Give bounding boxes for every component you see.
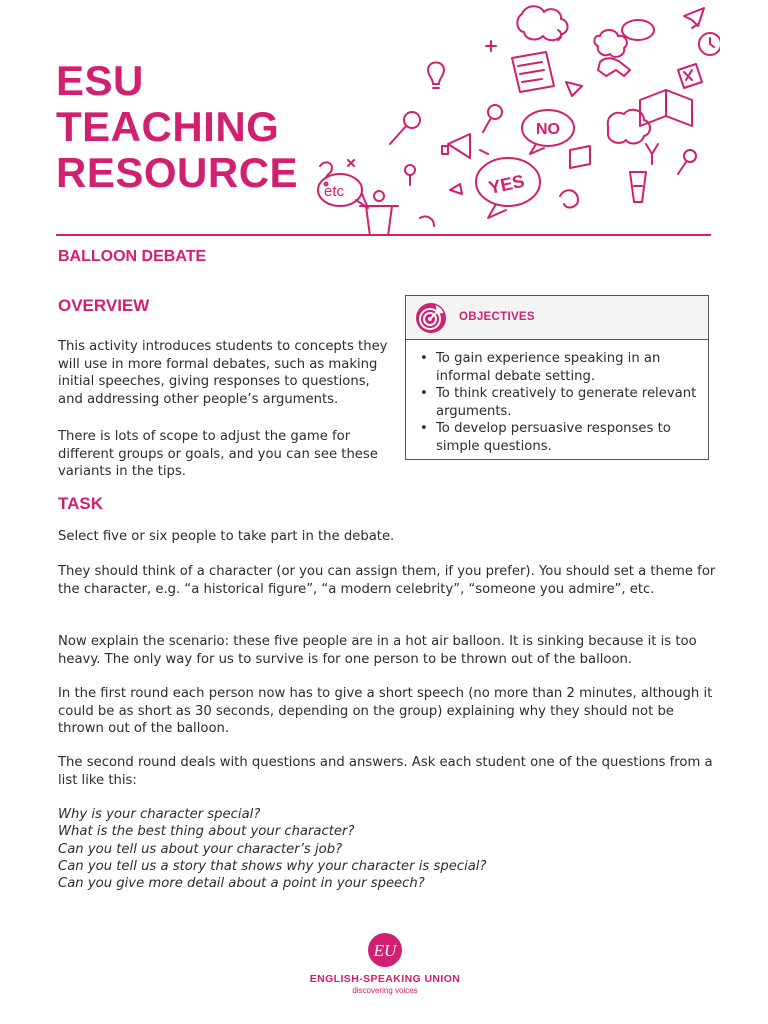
title-line-3: RESOURCE xyxy=(56,149,299,196)
debate-doodles-illustration xyxy=(300,0,720,236)
objectives-header xyxy=(406,296,708,340)
overview-paragraph: This activity introduces students to concepts they will use in more formal debates, such as making initial speeches, giving responses to questions, and addressing other people’s arguments. xyxy=(58,339,388,407)
task-paragraph: Select five or six people to take part in the debate. xyxy=(58,529,395,544)
overview-heading: OVERVIEW xyxy=(58,296,150,315)
document-title xyxy=(56,58,298,196)
esu-logo-mark xyxy=(367,932,403,968)
objectives-box xyxy=(405,295,709,460)
question-list xyxy=(58,806,718,892)
doodle-no-text: NO xyxy=(536,121,560,138)
question-item: What is the best thing about your character? xyxy=(58,824,355,840)
title-line-2: TEACHING xyxy=(56,103,280,150)
objectives-list xyxy=(416,350,701,455)
title-line-1: ESU xyxy=(56,57,144,104)
objective-item: • To gain experience speaking in an informal debate setting. xyxy=(416,350,701,385)
objective-item: • To develop persuasive responses to simple questions. xyxy=(416,420,701,455)
objectives-label: OBJECTIVES xyxy=(459,311,535,323)
logo-mark-text: EU xyxy=(373,941,397,960)
overview-paragraph: There is lots of scope to adjust the game for different groups or goals, and you can see these variants in the tips. xyxy=(58,429,378,479)
task-paragraph: In the first round each person now has to give a short speech (no more than 2 minutes, although it could be as short as 30 seconds, depending on the group) explaining why they should not be thrown out of the balloon. xyxy=(58,686,713,736)
esu-logo xyxy=(300,932,470,995)
task-heading: TASK xyxy=(58,494,104,513)
question-item: Can you give more detail about a point in your speech? xyxy=(58,876,425,892)
question-item: Can you tell us about your character’s job? xyxy=(58,841,343,857)
organization-tagline: discovering voices xyxy=(352,986,418,995)
doodle-etc-text: etc xyxy=(324,183,345,200)
task-paragraph: Now explain the scenario: these five people are in a hot air balloon. It is sinking because it is too heavy. The only way for us to survive is for one person to be thrown out of the balloon. xyxy=(58,634,697,667)
activity-title: BALLOON DEBATE xyxy=(58,248,207,265)
organization-name: ENGLISH-SPEAKING UNION xyxy=(309,973,461,985)
question-item: Can you tell us a story that shows why your character is special? xyxy=(58,858,487,874)
header-divider xyxy=(56,234,711,236)
question-item: Why is your character special? xyxy=(58,807,261,822)
doodle-yes-text: YES xyxy=(486,170,527,198)
objective-item: • To think creatively to generate relevant arguments. xyxy=(416,385,701,420)
task-paragraph: They should think of a character (or you can assign them, if you prefer). You should set a theme for the character, e.g. “a historical figure”, “a modern celebrity”, “someone you admire”, etc. xyxy=(58,564,716,597)
task-paragraph: The second round deals with questions and answers. Ask each student one of the questions from a list like this: xyxy=(58,755,713,788)
target-icon xyxy=(415,302,447,334)
